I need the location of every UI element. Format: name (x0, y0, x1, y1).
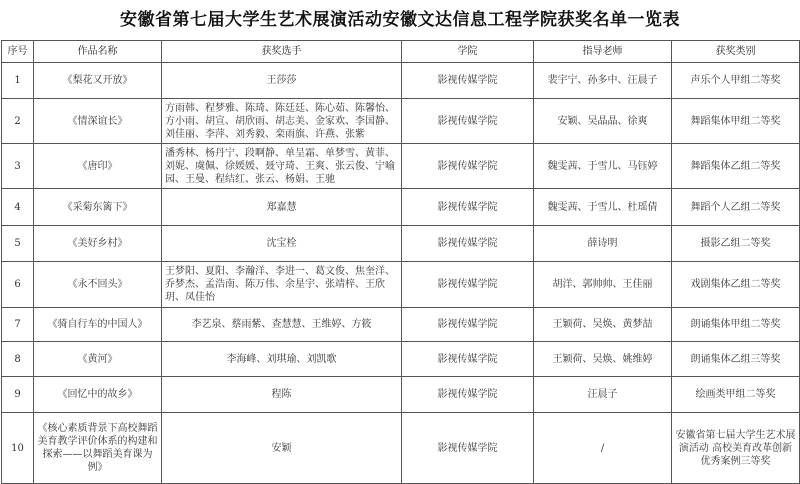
table-row (2, 99, 800, 144)
cell-no: 1 (2, 63, 34, 99)
cell-teacher: 裴宇宁、孙多中、汪晨子 (534, 63, 672, 99)
cell-no: 7 (2, 308, 34, 342)
cell-college: 影视传媒学院 (402, 189, 534, 226)
cell-college: 影视传媒学院 (402, 99, 534, 144)
cell-work: 《核心素质背景下高校舞蹈美育教学评价体系的构建和探索——以舞蹈美育课为例》 (34, 413, 162, 484)
cell-work: 《采菊东篱下》 (34, 189, 162, 226)
cell-players: 潘秀林、杨丹宁、段啊静、单呈霜、单梦雪、黄菲、刘妮、虞佩、徐媛媛、聂守琦、王爽、张云俊、宁喻园、王曼、程结红、张云、杨娟、王驰 (162, 144, 402, 189)
cell-teacher: 薛诗明 (534, 226, 672, 262)
cell-college: 影视传媒学院 (402, 377, 534, 413)
header-work: 作品名称 (34, 41, 162, 63)
cell-no: 6 (2, 262, 34, 308)
table-row (2, 413, 800, 484)
cell-work: 《梨花又开放》 (34, 63, 162, 99)
cell-work: 《回忆中的故乡》 (34, 377, 162, 413)
header-college: 学院 (402, 41, 534, 63)
cell-award: 戏剧集体乙组二等奖 (672, 262, 800, 308)
cell-award: 声乐个人甲组二等奖 (672, 63, 800, 99)
cell-college: 影视传媒学院 (402, 413, 534, 484)
cell-players: 安颖 (162, 413, 402, 484)
cell-players: 李艺泉、蔡雨紫、查慧慧、王维婷、方筱 (162, 308, 402, 342)
header-row (2, 41, 800, 63)
cell-players: 王莎莎 (162, 63, 402, 99)
cell-no: 4 (2, 189, 34, 226)
cell-no: 2 (2, 99, 34, 144)
cell-award: 绘画类甲组二等奖 (672, 377, 800, 413)
cell-teacher: 安颖、吴晶晶、徐爽 (534, 99, 672, 144)
cell-award: 安徽省第七届大学生艺术展演活动 高校美育改革创新优秀案例三等奖 (672, 413, 800, 484)
table-row (2, 226, 800, 262)
cell-teacher: 魏雯茜、于雪儿、杜瑶倩 (534, 189, 672, 226)
header-award: 获奖类别 (672, 41, 800, 63)
cell-no: 10 (2, 413, 34, 484)
cell-award: 朗诵集体乙组三等奖 (672, 342, 800, 377)
cell-work: 《骑自行车的中国人》 (34, 308, 162, 342)
cell-players: 王梦阳、夏阳、李瀚洋、李进一、葛文俊、焦奎洋、乔梦杰、孟浩南、陈万伟、余星宇、张靖梓、王欣玥、凤佳怡 (162, 262, 402, 308)
award-table (1, 40, 800, 484)
cell-award: 摄影乙组二等奖 (672, 226, 800, 262)
table-row (2, 377, 800, 413)
cell-players: 郑嘉慧 (162, 189, 402, 226)
cell-work: 《唐印》 (34, 144, 162, 189)
cell-teacher: 王颖荷、吴焕、黄梦喆 (534, 308, 672, 342)
cell-award: 舞蹈个人乙组二等奖 (672, 189, 800, 226)
table-row (2, 189, 800, 226)
cell-players: 程陈 (162, 377, 402, 413)
cell-award: 朗诵集体甲组二等奖 (672, 308, 800, 342)
cell-college: 影视传媒学院 (402, 63, 534, 99)
cell-no: 9 (2, 377, 34, 413)
cell-teacher: 汪晨子 (534, 377, 672, 413)
cell-college: 影视传媒学院 (402, 262, 534, 308)
cell-work: 《永不回头》 (34, 262, 162, 308)
header-teacher: 指导老师 (534, 41, 672, 63)
header-no: 序号 (2, 41, 34, 63)
cell-players: 李海峰、刘琪瑜、刘凯歌 (162, 342, 402, 377)
cell-college: 影视传媒学院 (402, 226, 534, 262)
cell-award: 舞蹈集体乙组二等奖 (672, 144, 800, 189)
table-row (2, 308, 800, 342)
cell-no: 3 (2, 144, 34, 189)
cell-no: 8 (2, 342, 34, 377)
cell-teacher: 魏雯茜、于雪儿、马钰婷 (534, 144, 672, 189)
cell-college: 影视传媒学院 (402, 308, 534, 342)
header-players: 获奖选手 (162, 41, 402, 63)
table-row (2, 262, 800, 308)
cell-players: 沈宝栓 (162, 226, 402, 262)
cell-teacher: / (534, 413, 672, 484)
cell-teacher: 胡洋、郭帅帅、王佳丽 (534, 262, 672, 308)
cell-players: 方雨韩、程梦雅、陈琦、陈廷廷、陈心茹、陈馨怡、方小雨、胡宣、胡欣雨、胡志美、金家欢、李国静、刘佳丽、李萍、刘秀毅、栾雨旗、许燕、张紫 (162, 99, 402, 144)
page-title: 安徽省第七届大学生艺术展演活动安徽文达信息工程学院获奖名单一览表 (120, 10, 680, 30)
cell-work: 《情深谊长》 (34, 99, 162, 144)
cell-college: 影视传媒学院 (402, 342, 534, 377)
cell-award: 舞蹈集体甲组二等奖 (672, 99, 800, 144)
table-row (2, 144, 800, 189)
cell-no: 5 (2, 226, 34, 262)
cell-college: 影视传媒学院 (402, 144, 534, 189)
table-row (2, 63, 800, 99)
cell-work: 《黄河》 (34, 342, 162, 377)
cell-work: 《美好乡村》 (34, 226, 162, 262)
cell-teacher: 王颖荷、吴焕、姚维婷 (534, 342, 672, 377)
table-row (2, 342, 800, 377)
